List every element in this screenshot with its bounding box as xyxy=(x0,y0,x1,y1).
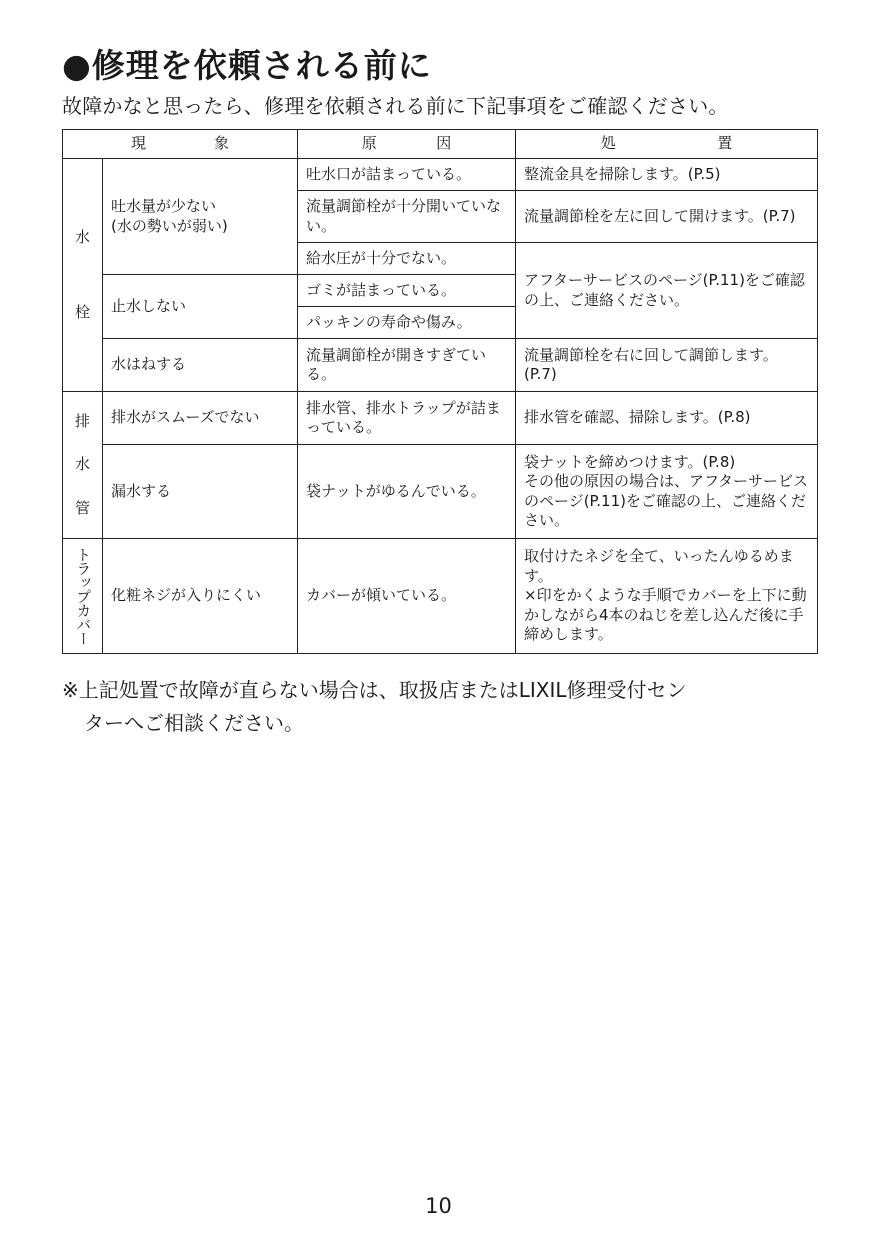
page-title: ●修理を依頼される前に xyxy=(62,46,432,85)
header-cause: 原 因 xyxy=(298,130,516,159)
cause-cell: 流量調節栓が十分開いていない。 xyxy=(298,191,516,243)
table-row xyxy=(63,159,818,191)
cause-cell: 袋ナットがゆるんでいる。 xyxy=(298,445,516,539)
cause-cell: パッキンの寿命や傷み。 xyxy=(298,307,516,339)
remedy-cell: 排水管を確認、掃除します。(P.8) xyxy=(516,392,818,445)
header-remedy: 処 置 xyxy=(516,130,818,159)
symptom-cell: 漏水する xyxy=(103,445,298,539)
symptom-cell: 化粧ネジが入りにくい xyxy=(103,539,298,654)
remedy-cell: 整流金具を掃除します。(P.5) xyxy=(516,159,818,191)
remedy-cell: 取付けたネジを全て、いったんゆるめます。 ×印をかくような手順でカバーを上下に動かしながら4本のねじを差し込んだ後に手締めします。 xyxy=(516,539,818,654)
symptom-cell: 水はねする xyxy=(103,339,298,392)
group-label-faucet: 水 栓 xyxy=(63,159,103,392)
footnote-line-1: ※上記処置で故障が直らない場合は、取扱店またはLIXIL修理受付セン xyxy=(62,678,687,702)
troubleshooting-table xyxy=(62,129,818,654)
footnote xyxy=(62,674,822,740)
table-row xyxy=(63,392,818,445)
page-number: 10 xyxy=(425,1194,452,1218)
cause-cell: 排水管、排水トラップが詰まっている。 xyxy=(298,392,516,445)
cause-cell: 流量調節栓が開きすぎている。 xyxy=(298,339,516,392)
table-row xyxy=(63,339,818,392)
group-label-trap-cover: トラップカバー xyxy=(63,539,103,654)
header-symptom: 現 象 xyxy=(63,130,298,159)
footnote-line-2: ターへご相談ください。 xyxy=(84,711,304,735)
remedy-cell: 袋ナットを締めつけます。(P.8) その他の原因の場合は、アフターサービスのページ(P.11)をご確認の上、ご連絡ください。 xyxy=(516,445,818,539)
cause-cell: ゴミが詰まっている。 xyxy=(298,275,516,307)
symptom-cell: 止水しない xyxy=(103,275,298,339)
symptom-cell: 排水がスムーズでない xyxy=(103,392,298,445)
cause-cell: 吐水口が詰まっている。 xyxy=(298,159,516,191)
remedy-cell: アフターサービスのページ(P.11)をご確認の上、ご連絡ください。 xyxy=(516,243,818,339)
table-header-row xyxy=(63,130,818,159)
remedy-cell: 流量調節栓を左に回して開けます。(P.7) xyxy=(516,191,818,243)
cause-cell: 給水圧が十分でない。 xyxy=(298,243,516,275)
symptom-cell: 吐水量が少ない (水の勢いが弱い) xyxy=(103,159,298,275)
table-row xyxy=(63,539,818,654)
cause-cell: カバーが傾いている。 xyxy=(298,539,516,654)
table-row xyxy=(63,445,818,539)
remedy-cell: 流量調節栓を右に回して調節します。(P.7) xyxy=(516,339,818,392)
group-label-drain: 排 水 管 xyxy=(63,392,103,539)
page-subtitle: 故障かなと思ったら、修理を依頼される前に下記事項をご確認ください。 xyxy=(62,94,729,118)
